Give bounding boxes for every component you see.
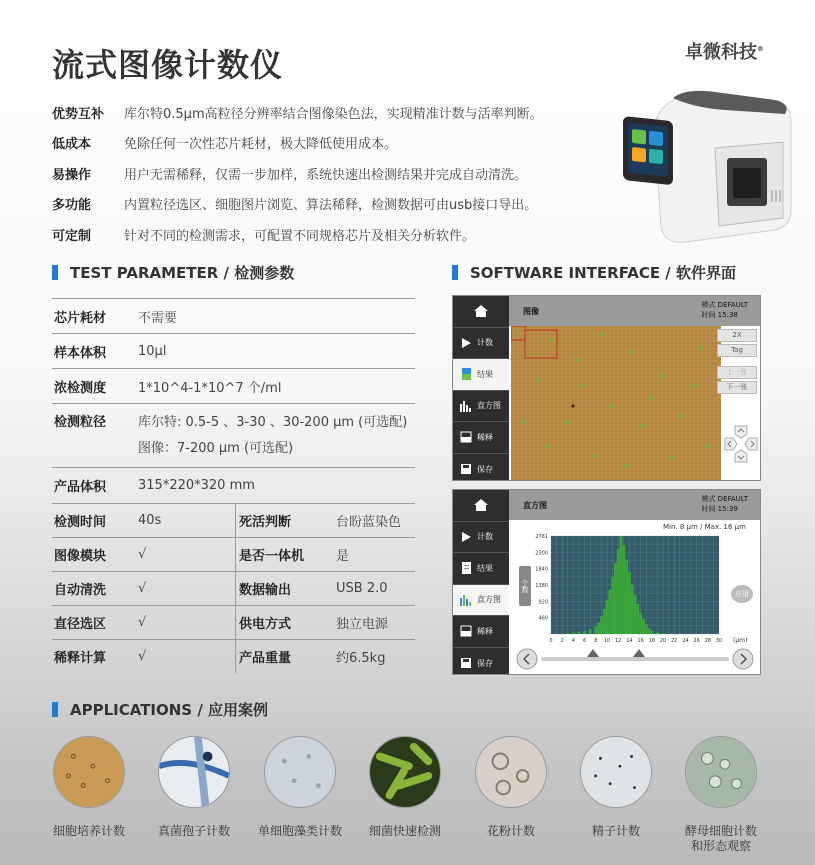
sidebar-item-histogram[interactable]: 直方图 xyxy=(453,585,509,617)
histogram-bar xyxy=(639,613,642,634)
x-tick-label: 0 xyxy=(549,638,553,644)
histogram-bar xyxy=(566,633,569,634)
y-tick-label: 1380 xyxy=(535,583,548,590)
histogram-bar xyxy=(628,572,631,634)
count-axis-button[interactable]: 个数 xyxy=(519,566,531,606)
histogram-icon xyxy=(459,400,473,412)
x-tick-label: 30 xyxy=(715,638,723,644)
save-icon xyxy=(459,657,473,669)
histogram-bar xyxy=(589,629,592,634)
parameter-table xyxy=(52,298,415,673)
sidebar-item-result[interactable]: 结果 xyxy=(453,359,509,391)
home-icon xyxy=(474,499,488,511)
feature-item: 多功能 内置粒径选区、细胞图片浏览、算法稀释，检测数据可由usb接口导出。 xyxy=(52,198,538,214)
histogram-icon xyxy=(459,594,473,606)
x-tick-label: 24 xyxy=(682,638,689,644)
sidebar-item-save[interactable]: 保存 xyxy=(453,454,509,482)
table-row: 自动清洗 √ 数据输出 USB 2.0 xyxy=(52,571,415,605)
histogram-bar xyxy=(634,595,637,634)
result-icon xyxy=(459,368,473,380)
play-icon xyxy=(459,531,473,543)
x-tick-label: 20 xyxy=(659,638,667,644)
feature-item: 易操作 用户无需稀释，仅需一步加样，系统快速出检测结果并完成自动清洗。 xyxy=(52,167,528,183)
result-icon xyxy=(459,562,473,574)
y-tick-label: 920 xyxy=(538,599,548,606)
x-tick-label: 6 xyxy=(583,638,587,644)
table-row: 检测时间 40s 死活判断 台盼蓝染色 xyxy=(52,503,415,537)
histogram-chart xyxy=(529,530,729,650)
heading-marker xyxy=(52,702,58,717)
play-icon xyxy=(459,337,473,349)
application-item: 真菌孢子计数 xyxy=(149,736,239,839)
x-tick-label: 8 xyxy=(594,638,598,644)
histogram-bar xyxy=(614,563,617,634)
application-item: 单细胞藻类计数 xyxy=(255,736,345,839)
sidebar-item-count[interactable]: 计数 xyxy=(453,522,509,554)
apply-button[interactable]: 应用 xyxy=(731,585,753,603)
histogram-bar xyxy=(617,549,620,634)
device-image xyxy=(615,90,795,250)
application-item: 酵母细胞计数 和形态观察 xyxy=(676,736,766,854)
range-slider[interactable] xyxy=(515,647,755,671)
table-row: 浓检测度 1*10^4-1*10^7 个/ml xyxy=(52,368,415,403)
histogram-bar xyxy=(597,622,600,634)
histogram-bar xyxy=(650,631,653,634)
x-tick-label: 16 xyxy=(637,638,644,644)
algae-image xyxy=(264,736,336,808)
sidebar-item-result[interactable]: 结果 xyxy=(453,553,509,585)
sidebar-item-count[interactable]: 计数 xyxy=(453,328,509,360)
test-parameter-heading: TEST PARAMETER / 检测参数 xyxy=(52,262,294,283)
x-tick-label: 22 xyxy=(671,638,678,644)
heading-marker xyxy=(52,265,58,280)
table-row: 图像模块 √ 是否一体机 是 xyxy=(52,537,415,571)
sidebar xyxy=(453,490,509,674)
histogram-bar xyxy=(572,633,575,634)
histogram-bar xyxy=(636,604,639,634)
x-tick-label: 4 xyxy=(571,638,575,644)
histogram-bar xyxy=(594,626,597,634)
table-row: 检测粒径 库尔特: 0.5-5 、3-30 、30-200 μm (可选配) 图像：7-200 μm (可选配) xyxy=(52,403,415,467)
application-item: 精子计数 xyxy=(571,736,661,839)
histogram-bar xyxy=(645,624,648,634)
microscope-view xyxy=(511,326,721,480)
tag-button[interactable]: Tag xyxy=(717,344,757,357)
unit-label: (μm) xyxy=(733,637,748,644)
y-tick-label: 460 xyxy=(538,615,548,622)
software-screen-histogram xyxy=(452,489,761,675)
histogram-bar xyxy=(608,590,611,634)
feature-item: 优势互补 库尔特0.5μm高粒径分辨率结合图像染色法，实现精准计数与活率判断。 xyxy=(52,106,543,122)
histogram-bar xyxy=(662,633,665,634)
application-item: 细菌快速检测 xyxy=(360,736,450,839)
table-row: 芯片耗材 不需要 xyxy=(52,298,415,333)
histogram-bar xyxy=(606,600,609,634)
histogram-bar xyxy=(583,631,586,634)
sidebar-item-histogram[interactable]: 直方图 xyxy=(453,391,509,423)
home-button[interactable] xyxy=(453,490,509,522)
minmax-label: Min. 8 μm / Max. 16 μm xyxy=(663,523,746,531)
sidebar-item-dilute[interactable]: 稀释 xyxy=(453,422,509,454)
histogram-bar xyxy=(625,559,628,634)
x-tick-label: 2 xyxy=(560,638,564,644)
sidebar-item-save[interactable]: 保存 xyxy=(453,648,509,676)
histogram-bar xyxy=(603,609,606,634)
y-tick-label: 2300 xyxy=(535,550,548,557)
feature-item: 可定制 针对不同的检测需求，可配置不同规格芯片及相关分析软件。 xyxy=(52,228,476,244)
zoom-2x-button[interactable]: 2X xyxy=(717,329,757,342)
direction-pad[interactable] xyxy=(723,424,759,464)
software-interface-heading: SOFTWARE INTERFACE / 软件界面 xyxy=(452,262,736,283)
x-tick-label: 28 xyxy=(704,638,711,644)
features-list xyxy=(52,97,612,250)
histogram-bar xyxy=(656,633,659,634)
min-slider-handle[interactable] xyxy=(587,649,599,657)
bacteria-image xyxy=(369,736,441,808)
histogram-bar xyxy=(648,628,651,634)
application-item: 花粉计数 xyxy=(466,736,556,839)
histogram-bar xyxy=(642,619,645,634)
histogram-bar xyxy=(578,632,581,634)
table-row: 样本体积 10μl xyxy=(52,333,415,368)
page-title: 流式图像计数仪 xyxy=(52,46,284,84)
x-tick-label: 10 xyxy=(603,638,611,644)
yeast-image xyxy=(685,736,757,808)
x-tick-label: 12 xyxy=(615,638,622,644)
applications-heading: APPLICATIONS / 应用案例 xyxy=(52,699,268,720)
histogram-bar xyxy=(631,584,634,634)
prev-image-button[interactable]: 上一张 xyxy=(717,366,757,379)
cell-culture-image xyxy=(53,736,125,808)
application-item: 细胞培养计数 xyxy=(44,736,134,839)
feature-item: 低成本 免除任何一次性芯片耗材，极大降低使用成本。 xyxy=(52,137,398,153)
table-row: 直径选区 √ 供电方式 独立电源 xyxy=(52,605,415,639)
table-row: 稀释计算 √ 产品重量 约6.5kg xyxy=(52,639,415,673)
histogram-bar xyxy=(622,545,625,634)
sperm-image xyxy=(580,736,652,808)
brand-logo: 卓微科技® xyxy=(685,42,764,63)
software-screen-image xyxy=(452,295,761,481)
histogram-bar xyxy=(611,577,614,634)
y-tick-label: 1840 xyxy=(535,566,548,573)
max-slider-handle[interactable] xyxy=(633,649,645,657)
sidebar xyxy=(453,296,509,480)
pollen-image xyxy=(475,736,547,808)
y-tick-label: 2761 xyxy=(535,534,548,540)
sidebar-item-dilute[interactable]: 稀释 xyxy=(453,616,509,648)
dilute-icon xyxy=(459,625,473,637)
next-image-button[interactable]: 下一张 xyxy=(717,381,757,394)
save-icon xyxy=(459,463,473,475)
histogram-bar xyxy=(600,616,603,634)
x-tick-label: 14 xyxy=(626,638,633,644)
x-tick-label: 26 xyxy=(693,638,700,644)
screen-header: 图像 模式 DEFAULT 时间 15:38 xyxy=(509,296,760,326)
heading-marker xyxy=(452,265,458,280)
fungal-spore-image xyxy=(158,736,230,808)
screen-header: 直方图 模式 DEFAULT 时间 15:39 xyxy=(509,490,760,520)
dilute-icon xyxy=(459,431,473,443)
histogram-bar xyxy=(620,536,623,634)
x-tick-label: 18 xyxy=(648,638,655,644)
table-row: 产品体积 315*220*320 mm xyxy=(52,467,415,503)
home-icon xyxy=(474,305,488,317)
home-button[interactable] xyxy=(453,296,509,328)
